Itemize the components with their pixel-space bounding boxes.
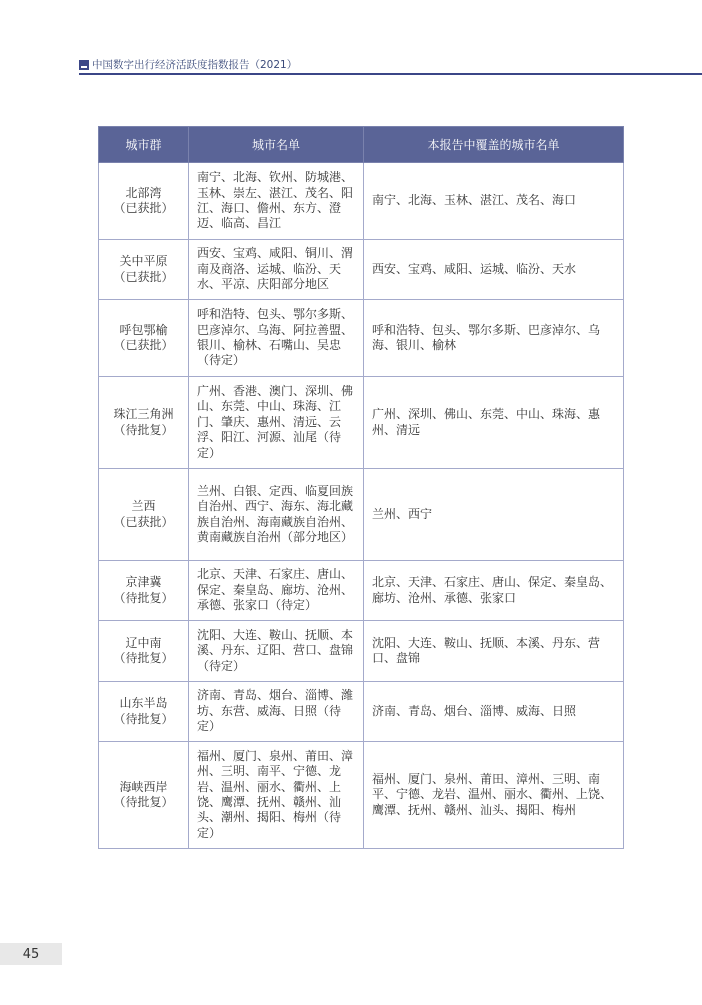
region-status: （已获批） — [113, 269, 174, 284]
table-row — [99, 742, 624, 849]
covered-cities-cell: 兰州、西宁 — [364, 469, 624, 561]
covered-cities-cell: 西安、宝鸡、咸阳、运城、临汾、天水 — [364, 240, 624, 300]
region-name: 兰西 — [131, 499, 156, 514]
book-icon — [79, 60, 89, 70]
region-name: 京津冀 — [125, 575, 162, 590]
table-header-row — [99, 127, 624, 163]
region-cell — [99, 240, 189, 300]
region-cell — [99, 377, 189, 469]
city-list-cell: 兰州、白银、定西、临夏回族自治州、西宁、海东、海北藏族自治州、海南藏族自治州、黄南藏族自治州（部分地区） — [189, 469, 364, 561]
city-cluster-table — [98, 126, 624, 849]
region-cell — [99, 561, 189, 621]
column-header-region: 城市群 — [99, 127, 189, 163]
table-row — [99, 300, 624, 377]
city-list-cell: 沈阳、大连、鞍山、抚顺、本溪、丹东、辽阳、营口、盘锦（待定） — [189, 621, 364, 682]
city-list-cell: 北京、天津、石家庄、唐山、保定、秦皇岛、廊坊、沧州、承德、张家口（待定） — [189, 561, 364, 621]
region-name: 山东半岛 — [119, 696, 168, 711]
region-status: （待批复） — [113, 651, 174, 665]
column-header-cities: 城市名单 — [189, 127, 364, 163]
region-name: 北部湾 — [125, 185, 162, 200]
column-header-covered: 本报告中覆盖的城市名单 — [364, 127, 624, 163]
header-divider — [79, 73, 702, 75]
region-cell — [99, 621, 189, 682]
region-cell — [99, 300, 189, 377]
table-row — [99, 240, 624, 300]
city-list-cell: 广州、香港、澳门、深圳、佛山、东莞、中山、珠海、江门、肇庆、惠州、清远、云浮、阳江、河源、汕尾（待定） — [189, 377, 364, 469]
covered-cities-cell: 济南、青岛、烟台、淄博、威海、日照 — [364, 682, 624, 742]
table-row — [99, 469, 624, 561]
region-cell — [99, 469, 189, 561]
region-name: 海峡西岸 — [119, 779, 168, 794]
city-list-cell: 西安、宝鸡、咸阳、铜川、渭南及商洛、运城、临汾、天水、平凉、庆阳部分地区 — [189, 240, 364, 300]
covered-cities-cell: 沈阳、大连、鞍山、抚顺、本溪、丹东、营口、盘锦 — [364, 621, 624, 682]
region-status: （待批复） — [113, 422, 174, 437]
city-list-cell: 南宁、北海、钦州、防城港、玉林、崇左、湛江、茂名、阳江、海口、儋州、东方、澄迈、临高、昌江 — [189, 163, 364, 240]
table-row — [99, 621, 624, 682]
city-list-cell: 济南、青岛、烟台、淄博、潍坊、东营、威海、日照（待定） — [189, 682, 364, 742]
covered-cities-cell: 北京、天津、石家庄、唐山、保定、秦皇岛、廊坊、沧州、承德、张家口 — [364, 561, 624, 621]
table-row — [99, 682, 624, 742]
region-cell — [99, 163, 189, 240]
covered-cities-cell: 南宁、北海、玉林、湛江、茂名、海口 — [364, 163, 624, 240]
table-row — [99, 561, 624, 621]
covered-cities-cell: 呼和浩特、包头、鄂尔多斯、巴彦淖尔、乌海、银川、榆林 — [364, 300, 624, 377]
covered-cities-cell: 福州、厦门、泉州、莆田、漳州、三明、南平、宁德、龙岩、温州、丽水、衢州、上饶、鹰潭、抚州、赣州、汕头、揭阳、梅州 — [364, 742, 624, 849]
report-header — [79, 57, 297, 72]
table-row — [99, 163, 624, 240]
region-status: （待批复） — [113, 795, 174, 809]
region-status: （待批复） — [113, 711, 174, 726]
region-name: 辽中南 — [125, 635, 162, 650]
table-row — [99, 377, 624, 469]
covered-cities-cell: 广州、深圳、佛山、东莞、中山、珠海、惠州、清远 — [364, 377, 624, 469]
page-number: 45 — [0, 943, 62, 965]
region-status: （已获批） — [113, 514, 174, 529]
region-status: （待批复） — [113, 590, 174, 605]
city-list-cell: 呼和浩特、包头、鄂尔多斯、巴彦淖尔、乌海、阿拉善盟、银川、榆林、石嘴山、吴忠（待定） — [189, 300, 364, 377]
city-list-cell: 福州、厦门、泉州、莆田、漳州、三明、南平、宁德、龙岩、温州、丽水、衢州、上饶、鹰潭、抚州、赣州、汕头、潮州、揭阳、梅州（待定） — [189, 742, 364, 849]
region-cell — [99, 682, 189, 742]
report-title: 中国数字出行经济活跃度指数报告（2021） — [92, 59, 298, 71]
region-status: （已获批） — [113, 201, 174, 215]
region-name: 关中平原 — [119, 254, 168, 269]
region-cell — [99, 742, 189, 849]
region-name: 珠江三角洲 — [113, 407, 174, 422]
region-status: （已获批） — [113, 338, 174, 352]
region-name: 呼包鄂榆 — [119, 322, 168, 337]
